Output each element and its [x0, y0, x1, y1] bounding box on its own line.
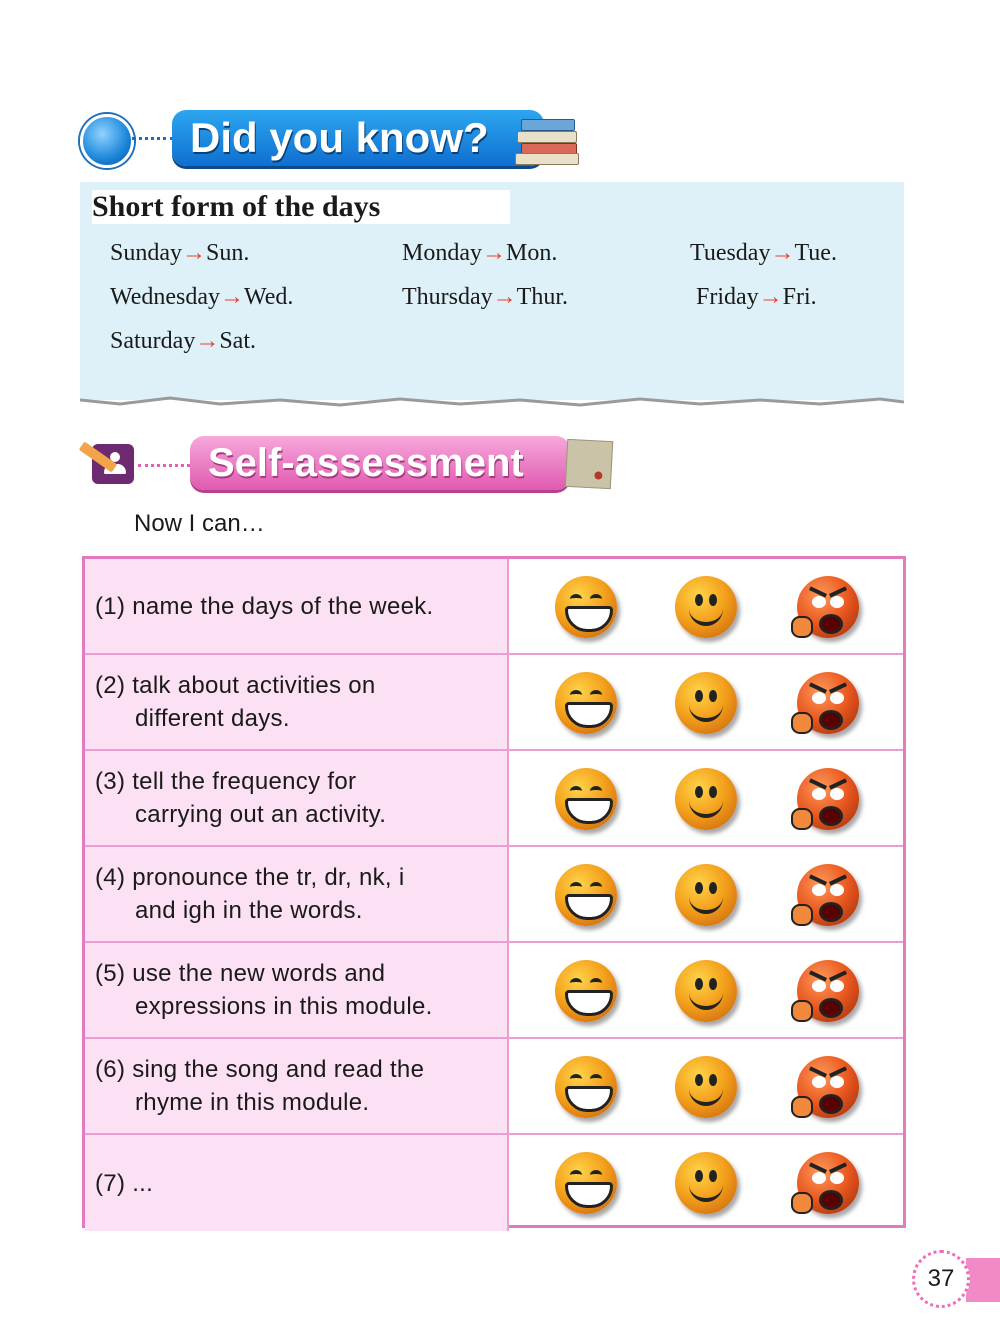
day-friday: Friday→Fri. [696, 284, 817, 310]
arrow-icon: → [220, 284, 245, 310]
day-sunday: Sunday→Sun. [110, 240, 250, 266]
can-do-statement [85, 847, 509, 941]
table-row [85, 1039, 903, 1135]
statement-line: different days. [135, 705, 290, 732]
self-assessment-banner [190, 436, 570, 490]
statement-line: rhyme in this module. [135, 1089, 370, 1116]
statement-line: (3) tell the frequency for [95, 768, 357, 795]
day-thursday: Thursday→Thur. [402, 284, 568, 310]
statement-line: (4) pronounce the tr, dr, nk, i [95, 864, 405, 891]
angry-face-icon[interactable] [797, 1152, 859, 1214]
big-grin-face-icon[interactable] [555, 768, 617, 830]
did-you-know-banner [172, 110, 544, 166]
table-row [85, 559, 903, 655]
table-row [85, 751, 903, 847]
smile-face-icon[interactable] [675, 1056, 737, 1118]
page-number: 37 [912, 1250, 970, 1308]
angry-face-icon[interactable] [797, 576, 859, 638]
angry-face-icon[interactable] [797, 768, 859, 830]
big-grin-face-icon[interactable] [555, 960, 617, 1022]
page-tab [966, 1258, 1000, 1302]
statement-line: (2) talk about activities on [95, 672, 376, 699]
day-tuesday: Tuesday→Tue. [690, 240, 837, 266]
day-wednesday: Wednesday→Wed. [110, 284, 294, 310]
torn-paper-edge [80, 392, 904, 412]
statement-line: (7) ... [95, 1169, 154, 1197]
day-saturday: Saturday→Sat. [110, 328, 256, 354]
table-row [85, 943, 903, 1039]
angry-face-icon[interactable] [797, 672, 859, 734]
dotted-connector [132, 137, 174, 140]
big-grin-face-icon[interactable] [555, 1056, 617, 1118]
big-grin-face-icon[interactable] [555, 672, 617, 734]
angry-face-icon[interactable] [797, 960, 859, 1022]
can-do-statement [85, 559, 509, 653]
short-forms-title: Short form of the days [92, 190, 510, 224]
question-icon [80, 114, 134, 168]
statement-line: expressions in this module. [135, 993, 433, 1020]
smile-face-icon[interactable] [675, 672, 737, 734]
table-row [85, 1135, 903, 1231]
smile-face-icon[interactable] [675, 1152, 737, 1214]
statement-line: and igh in the words. [135, 897, 363, 924]
intro-text: Now I can… [134, 510, 265, 537]
arrow-icon: → [482, 240, 506, 266]
arrow-icon: → [195, 328, 220, 354]
big-grin-face-icon[interactable] [555, 576, 617, 638]
angry-face-icon[interactable] [797, 1056, 859, 1118]
self-assessment-title: Self-assessment [208, 441, 524, 485]
big-grin-face-icon[interactable] [555, 864, 617, 926]
statement-line: (6) sing the song and read the [95, 1056, 425, 1083]
can-do-statement [85, 1135, 509, 1231]
arrow-icon: → [770, 240, 795, 266]
arrow-icon: → [182, 240, 206, 266]
dotted-connector [138, 464, 190, 467]
statement-line: (1) name the days of the week. [95, 592, 434, 620]
statement-line: (5) use the new words and [95, 960, 386, 987]
arrow-icon: → [492, 284, 517, 310]
can-do-statement [85, 751, 509, 845]
card-icon [565, 439, 613, 489]
can-do-statement [85, 1039, 509, 1133]
assessment-table [82, 556, 906, 1228]
smile-face-icon[interactable] [675, 576, 737, 638]
can-do-statement [85, 655, 509, 749]
can-do-statement [85, 943, 509, 1037]
did-you-know-title: Did you know? [190, 114, 489, 161]
smile-face-icon[interactable] [675, 768, 737, 830]
books-icon [515, 115, 581, 163]
table-row [85, 847, 903, 943]
day-monday: Monday→Mon. [402, 240, 558, 266]
table-row [85, 655, 903, 751]
smile-face-icon[interactable] [675, 864, 737, 926]
angry-face-icon[interactable] [797, 864, 859, 926]
smile-face-icon[interactable] [675, 960, 737, 1022]
statement-line: carrying out an activity. [135, 801, 387, 828]
big-grin-face-icon[interactable] [555, 1152, 617, 1214]
arrow-icon: → [758, 284, 783, 310]
